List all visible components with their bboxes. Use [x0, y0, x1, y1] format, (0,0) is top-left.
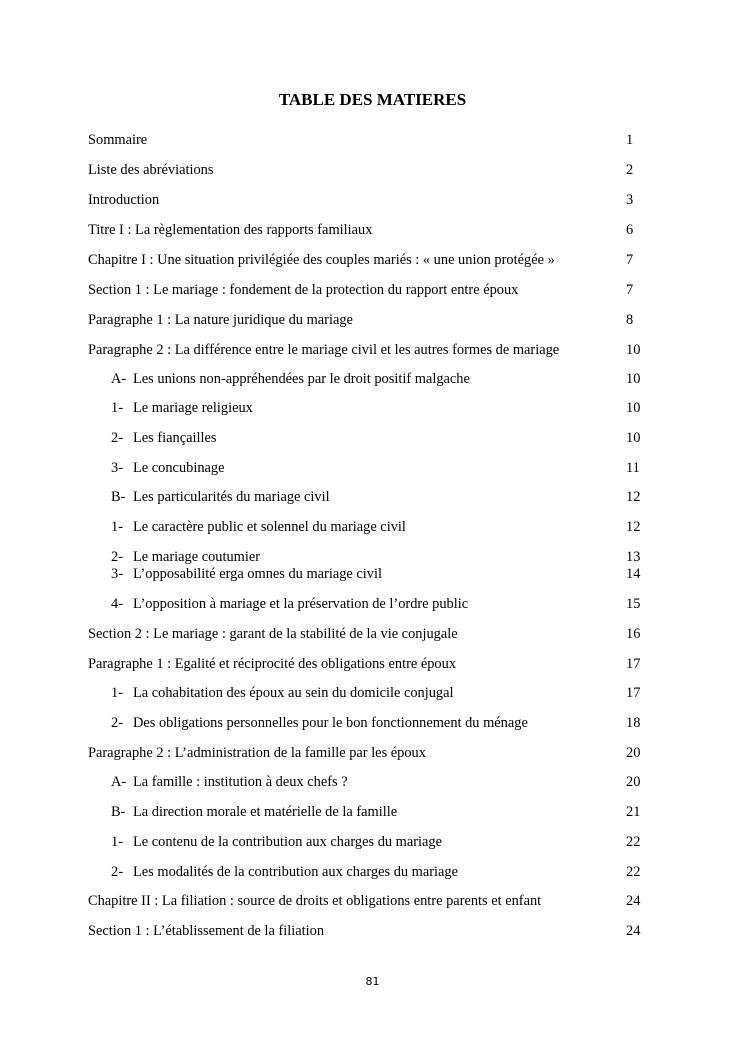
toc-entry-page-number: 15: [626, 596, 641, 612]
toc-entry: [88, 341, 658, 359]
toc-entry-marker: B-: [111, 804, 126, 820]
toc-entry-label: Le caractère public et solennel du mariage civil: [133, 519, 406, 535]
toc-entry-text: [111, 565, 382, 583]
toc-entry-page-number: 18: [626, 715, 641, 731]
toc-entry: [88, 565, 658, 583]
toc-entry-text: [111, 833, 442, 851]
page-title: TABLE DES MATIERES: [278, 90, 467, 109]
toc-entry-page-number: 6: [626, 222, 634, 238]
toc-entry-text: [88, 655, 456, 673]
toc-entry-marker: 1-: [111, 400, 123, 416]
toc-entry-page-number: 17: [626, 685, 641, 701]
toc-entry-label: Paragraphe 1 : Egalité et réciprocité des obligations entre époux: [88, 656, 457, 672]
toc-entry-page-number: 10: [626, 342, 641, 358]
toc-entry-label: La famille : institution à deux chefs ?: [133, 774, 348, 790]
toc-entry-label: Les unions non-appréhendées par le droit positif malgache: [133, 371, 470, 387]
toc-entry-text: [88, 341, 559, 359]
toc-entry-text: [111, 863, 458, 881]
toc-entry-marker: 1-: [111, 685, 123, 701]
toc-entry-text: [88, 161, 213, 179]
toc-entry: [88, 251, 658, 269]
toc-entry: [88, 518, 658, 536]
toc-entry-marker: 2-: [111, 864, 123, 880]
toc-entry-label: Des obligations personnelles pour le bon fonctionnement du ménage: [133, 715, 528, 731]
toc-entry-text: [111, 518, 406, 536]
toc-entry: [88, 311, 658, 329]
toc-entry-page-number: 8: [626, 312, 634, 328]
toc-entry-label: Paragraphe 2 : La différence entre le mariage civil et les autres formes de mariage: [88, 342, 560, 358]
toc-entry-label: L’opposition à mariage et la préservation de l’ordre public: [133, 596, 469, 612]
toc-entry-page-number: 22: [626, 834, 641, 850]
toc-entry-marker: A-: [111, 774, 127, 790]
toc-entry-marker: 3-: [111, 566, 123, 582]
toc-entry-page-number: 17: [626, 656, 641, 672]
toc-entry-label: Section 1 : L’établissement de la filiation: [88, 923, 325, 939]
toc-entry-page-number: 20: [626, 774, 641, 790]
toc-entry-label: Introduction: [88, 192, 160, 208]
toc-entry-text: [88, 191, 159, 209]
toc-entry: [88, 488, 658, 506]
toc-entry-text: [111, 595, 468, 613]
toc-entry: [88, 548, 658, 566]
toc-entry-text: [88, 625, 458, 643]
toc-entry-label: Les particularités du mariage civil: [133, 489, 330, 505]
toc-entry-label: Le concubinage: [133, 460, 225, 476]
toc-entry-page-number: 10: [626, 400, 641, 416]
toc-entry-label: Paragraphe 1 : La nature juridique du mariage: [88, 312, 353, 328]
toc-entry: [88, 459, 658, 477]
toc-entry-label: La direction morale et matérielle de la famille: [133, 804, 398, 820]
toc-entry-page-number: 24: [626, 893, 641, 909]
toc-entry-text: [111, 399, 253, 417]
toc-entry: [88, 773, 658, 791]
toc-entry-page-number: 3: [626, 192, 634, 208]
toc-entry-marker: 1-: [111, 834, 123, 850]
toc-entry: [88, 803, 658, 821]
toc-entry-page-number: 12: [626, 519, 641, 535]
toc-entry-text: [111, 803, 397, 821]
toc-entry-label: Section 1 : Le mariage : fondement de la protection du rapport entre époux: [88, 282, 519, 298]
toc-entry-page-number: 1: [626, 132, 634, 148]
toc-entry-text: [111, 429, 217, 447]
toc-entry-marker: A-: [111, 371, 127, 387]
toc-entry-label: Le contenu de la contribution aux charges du mariage: [133, 834, 443, 850]
toc-entry-text: [88, 131, 147, 149]
toc-entry: [88, 131, 658, 149]
toc-entry-label: Les fiançailles: [133, 430, 217, 446]
toc-entry: [88, 892, 658, 910]
toc-entry: [88, 399, 658, 417]
toc-entry-marker: 3-: [111, 460, 123, 476]
toc-entry-label: Chapitre I : Une situation privilégiée des couples mariés : « une union protégée »: [88, 252, 555, 268]
toc-entry: [88, 429, 658, 447]
toc-entry-page-number: 20: [626, 745, 641, 761]
toc-entry-marker: 2-: [111, 549, 123, 565]
toc-entry: [88, 595, 658, 613]
toc-entry-text: [111, 714, 528, 732]
toc-entry-page-number: 16: [626, 626, 641, 642]
toc-entry-label: La cohabitation des époux au sein du domicile conjugal: [133, 685, 454, 701]
toc-entry-marker: B-: [111, 489, 126, 505]
toc-entry-page-number: 13: [626, 549, 641, 565]
toc-entry-marker: 4-: [111, 596, 123, 612]
toc-entry: [88, 281, 658, 299]
toc-entry-page-number: 22: [626, 864, 641, 880]
toc-entry-text: [111, 459, 225, 477]
toc-entry-page-number: 14: [626, 566, 641, 582]
toc-entry-label: Liste des abréviations: [88, 162, 214, 178]
toc-entry-page-number: 10: [626, 430, 641, 446]
toc-entry-text: [111, 488, 330, 506]
toc-entry-label: Paragraphe 2 : L’administration de la famille par les époux: [88, 745, 426, 761]
toc-entry-page-number: 2: [626, 162, 634, 178]
toc-entry-page-number: 24: [626, 923, 641, 939]
toc-entry-page-number: 7: [626, 252, 634, 268]
toc-entry-label: Chapitre II : La filiation : source de droits et obligations entre parents et enfant: [88, 893, 542, 909]
toc-entry: [88, 191, 658, 209]
toc-entry: [88, 221, 658, 239]
toc-entry-label: Titre I : La règlementation des rapports familiaux: [88, 222, 373, 238]
toc-entry: [88, 833, 658, 851]
toc-entry-text: [88, 311, 353, 329]
toc-entry-label: Le mariage religieux: [133, 400, 253, 416]
toc-entry-marker: 2-: [111, 715, 123, 731]
toc-entry-text: [88, 744, 426, 762]
toc-entry-label: Section 2 : Le mariage : garant de la stabilité de la vie conjugale: [88, 626, 458, 642]
toc-entry-text: [111, 548, 260, 566]
toc-entry-text: [88, 281, 518, 299]
toc-entry-text: [88, 892, 541, 910]
toc-entry-text: [88, 922, 324, 940]
toc-entry-page-number: 11: [626, 460, 640, 476]
toc-entry-page-number: 12: [626, 489, 641, 505]
toc-entry-text: [88, 221, 372, 239]
toc-entry: [88, 370, 658, 388]
toc-entry-label: Les modalités de la contribution aux charges du mariage: [133, 864, 459, 880]
toc-entry-text: [88, 251, 555, 269]
toc-entry-page-number: 7: [626, 282, 634, 298]
toc-entry: [88, 922, 658, 940]
toc-entry-label: Le mariage coutumier: [133, 549, 261, 565]
toc-entry-label: Sommaire: [88, 132, 148, 148]
toc-entry-text: [111, 773, 348, 791]
toc-entry: [88, 684, 658, 702]
page-number: 81: [365, 975, 380, 988]
toc-entry: [88, 714, 658, 732]
toc-entry-text: [111, 684, 454, 702]
toc-entry: [88, 744, 658, 762]
toc-entry-marker: 2-: [111, 430, 123, 446]
toc-entry: [88, 655, 658, 673]
table-of-contents: [88, 0, 658, 1053]
toc-entry-page-number: 10: [626, 371, 641, 387]
toc-entry: [88, 863, 658, 881]
toc-entry-page-number: 21: [626, 804, 641, 820]
toc-entry: [88, 625, 658, 643]
toc-entry: [88, 161, 658, 179]
toc-entry-label: L’opposabilité erga omnes du mariage civil: [133, 566, 382, 582]
toc-entry-text: [111, 370, 470, 388]
toc-entry-marker: 1-: [111, 519, 123, 535]
